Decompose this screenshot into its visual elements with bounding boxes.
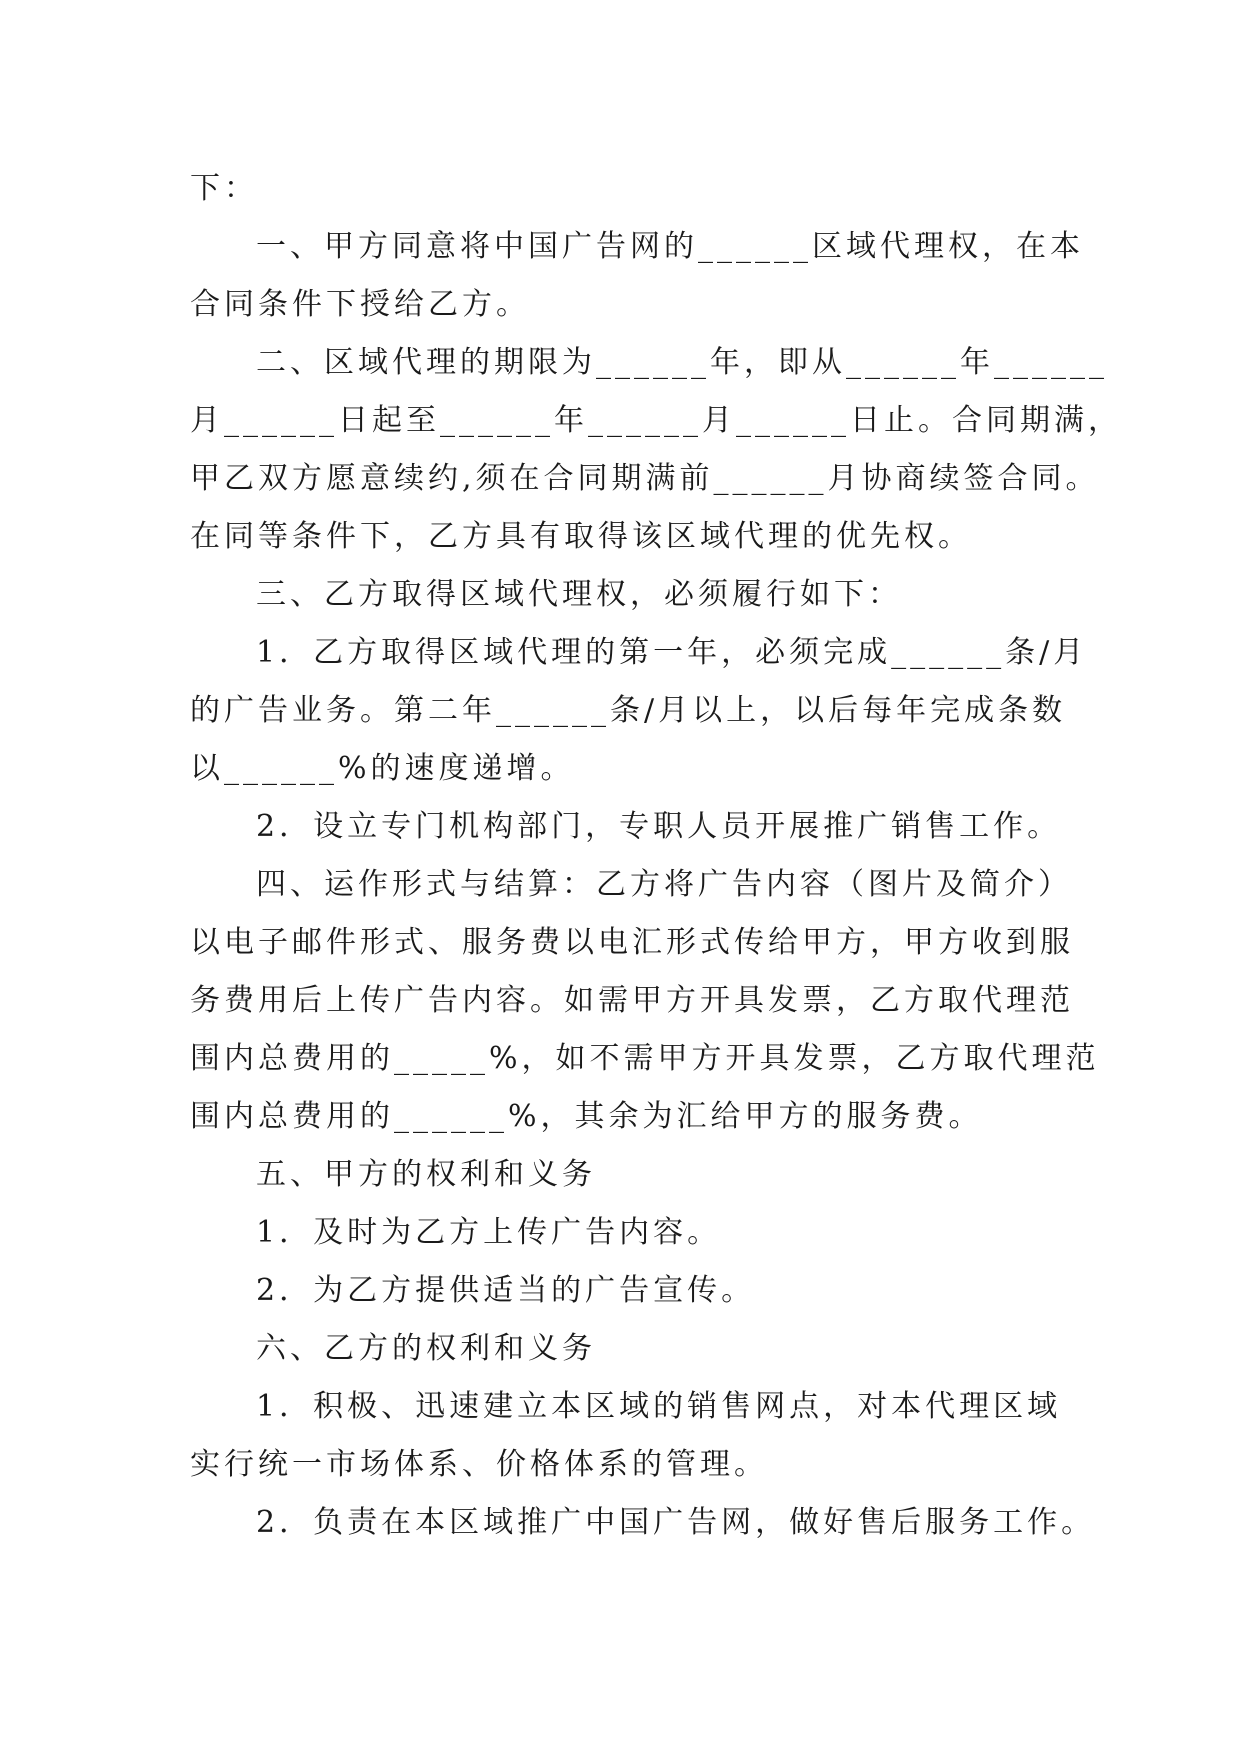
clause-4-heading: 四、运作形式与结算：乙方将广告内容（图片及简介） [256, 867, 1072, 902]
text-line: 围内总费用的_____%，如不需甲方开具发票，乙方取代理范 [190, 1041, 1100, 1076]
text-line: 月______日起至______年______月______日止。合同期满， [190, 403, 1122, 438]
text-line: 实行统一市场体系、价格体系的管理。 [190, 1447, 768, 1482]
clause-3-item-1: 1．乙方取得区域代理的第一年，必须完成______条/月 [256, 635, 1088, 670]
clause-5-heading: 五、甲方的权利和义务 [256, 1157, 596, 1192]
clause-5-item-1: 1．及时为乙方上传广告内容。 [256, 1215, 722, 1250]
text-line: 务费用后上传广告内容。如需甲方开具发票，乙方取代理范 [190, 983, 1074, 1018]
clause-6-heading: 六、乙方的权利和义务 [256, 1331, 596, 1366]
contract-body [190, 160, 1122, 1552]
text-line: 以电子邮件形式、服务费以电汇形式传给甲方，甲方收到服 [190, 925, 1074, 960]
text-line: 围内总费用的______%，其余为汇给甲方的服务费。 [190, 1099, 983, 1134]
text-line: 下： [190, 171, 258, 206]
clause-1-heading: 一、甲方同意将中国广告网的______区域代理权，在本 [256, 229, 1084, 264]
text-line: 以______%的速度递增。 [190, 751, 575, 786]
text-line: 甲乙双方愿意续约,须在合同期满前______月协商续签合同。 [190, 461, 1100, 496]
text-line: 的广告业务。第二年______条/月以上，以后每年完成条数 [190, 693, 1067, 728]
clause-3-heading: 三、乙方取得区域代理权，必须履行如下： [256, 577, 902, 612]
clause-2-heading: 二、区域代理的期限为______年，即从______年______ [256, 345, 1108, 380]
clause-6-item-1: 1．积极、迅速建立本区域的销售网点，对本代理区域 [256, 1389, 1062, 1424]
text-line: 合同条件下授给乙方。 [190, 287, 530, 322]
clause-5-item-2: 2．为乙方提供适当的广告宣传。 [256, 1273, 756, 1308]
clause-6-item-2: 2．负责在本区域推广中国广告网，做好售后服务工作。 [256, 1505, 1096, 1540]
clause-3-item-2: 2．设立专门机构部门，专职人员开展推广销售工作。 [256, 809, 1062, 844]
text-line: 在同等条件下，乙方具有取得该区域代理的优先权。 [190, 519, 972, 554]
